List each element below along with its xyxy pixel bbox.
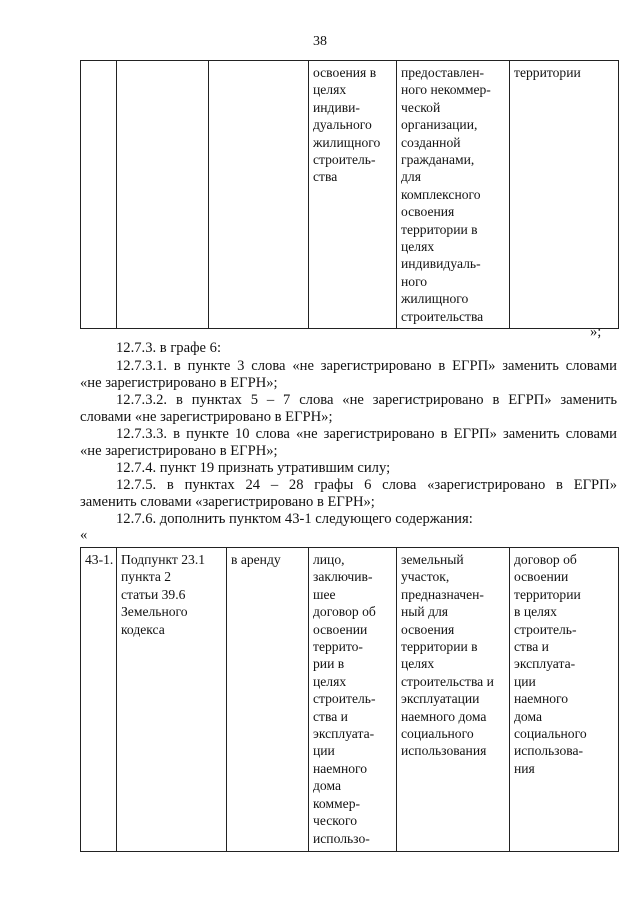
cell-person: лицо, заключив- шее договор об освоении террито- рии в целях строитель- ства и эксплуата- ции наемного дома коммер- ческого использо- [309, 548, 397, 852]
page-number: 38 [313, 34, 327, 49]
cell-5: предоставлен- ного некоммер- ческой организации, созданной гражданами, для комплексного освоения территории в целях индивидуаль- ного жилищного строительства [397, 61, 510, 329]
cell-6: территории [510, 61, 619, 329]
paragraph-12-7-3-1-line2: «не зарегистрировано в ЕГРН»; [80, 375, 278, 391]
paragraph-12-7-3-2-line2: словами «не зарегистрировано в ЕГРН»; [80, 409, 333, 425]
paragraph-12-7-4: 12.7.4. пункт 19 признать утратившим силу; [116, 460, 391, 476]
paragraph-12-7-3-3-line1: 12.7.3.3. в пункте 10 слова «не зарегистрировано в ЕГРП» заменить словами [116, 426, 617, 442]
paragraph-12-7-3-1-line1: 12.7.3.1. в пункте 3 слова «не зарегистрировано в ЕГРП» заменить словами [116, 358, 617, 374]
cell-basis: Подпункт 23.1 пункта 2 статьи 39.6 Земельного кодекса [117, 548, 227, 852]
paragraph-12-7-3: 12.7.3. в графе 6: [116, 340, 222, 356]
paragraph-12-7-5-line2: заменить словами «зарегистрировано в ЕГРН»; [80, 494, 375, 510]
opening-quote: « [80, 527, 88, 543]
paragraph-12-7-3-2-line1: 12.7.3.2. в пунктах 5 – 7 слова «не зарегистрировано в ЕГРП» заменить [116, 392, 617, 408]
table-row [81, 548, 619, 852]
cell-2 [117, 61, 209, 329]
paragraph-12-7-6: 12.7.6. дополнить пунктом 43-1 следующего содержания: [116, 511, 473, 527]
cell-land: земельный участок, предназначен- ный для освоения территории в целях строительства и эксплуатации наемного дома социального использования [397, 548, 510, 852]
cell-4: освоения в целях индиви- дуального жилищного строитель- ства [309, 61, 397, 329]
closing-quote: »; [590, 324, 602, 340]
cell-3 [209, 61, 309, 329]
cell-number: 43-1. [81, 548, 117, 852]
table-continuation [80, 60, 619, 329]
paragraph-12-7-3-3-line2: «не зарегистрировано в ЕГРН»; [80, 443, 278, 459]
table-item-43-1 [80, 547, 619, 852]
cell-document: договор об освоении территории в целях строитель- ства и эксплуата- ции наемного дома социального использова- ния [510, 548, 619, 852]
paragraph-12-7-5-line1: 12.7.5. в пунктах 24 – 28 графы 6 слова «зарегистрировано в ЕГРП» [116, 477, 617, 493]
cell-1 [81, 61, 117, 329]
cell-type: в аренду [227, 548, 309, 852]
table-row [81, 61, 619, 329]
